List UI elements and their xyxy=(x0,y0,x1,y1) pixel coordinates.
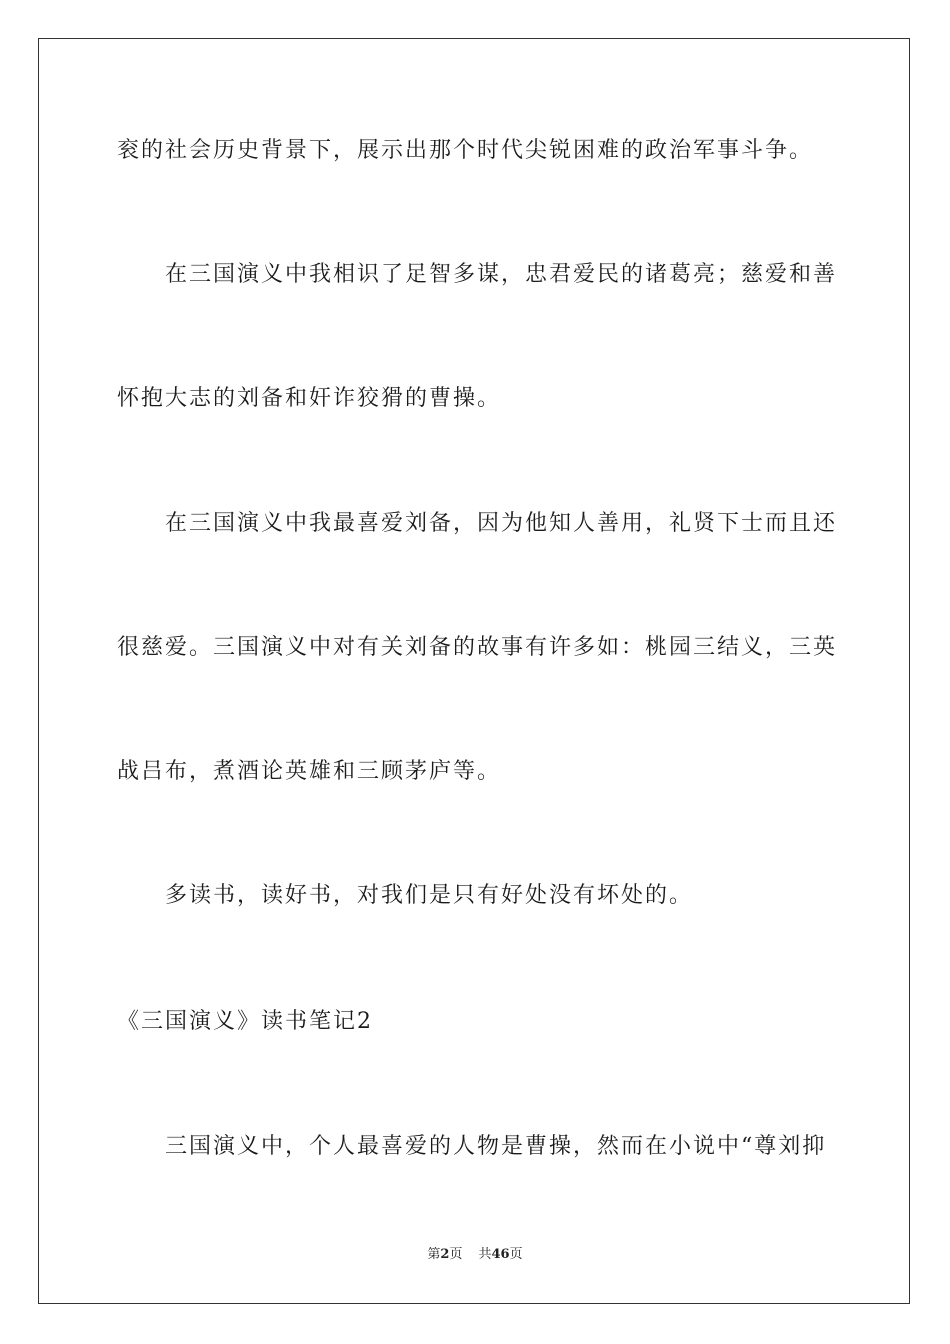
paragraph-line-2: 在三国演义中我相识了足智多谋，忠君爱民的诸葛亮；慈爱和善 xyxy=(165,262,838,287)
paragraph-line-1: 衮的社会历史背景下，展示出那个时代尖锐困难的政治军事斗争。 xyxy=(117,138,814,163)
total-label-prefix: 共 xyxy=(478,1247,492,1262)
paragraph-line-3: 怀抱大志的刘备和奸诈狡猾的曹操。 xyxy=(117,386,502,411)
page-number: 2 xyxy=(440,1247,450,1262)
total-pages: 46 xyxy=(491,1247,510,1262)
paragraph-line-7: 多读书，读好书，对我们是只有好处没有坏处的。 xyxy=(165,883,694,908)
paragraph-line-4: 在三国演义中我最喜爱刘备，因为他知人善用，礼贤下士而且还 xyxy=(165,511,838,536)
paragraph-line-6: 战吕布，煮酒论英雄和三顾茅庐等。 xyxy=(117,759,502,784)
paragraph-line-5: 很慈爱。三国演义中对有关刘备的故事有许多如：桃园三结义，三英 xyxy=(117,635,838,660)
total-label-suffix: 页 xyxy=(509,1247,523,1262)
page-label-prefix: 第 xyxy=(427,1247,441,1262)
paragraph-line-9: 三国演义中，个人最喜爱的人物是曹操，然而在小说中“尊刘抑 xyxy=(165,1134,827,1159)
page-label-suffix: 页 xyxy=(449,1247,463,1262)
page-footer xyxy=(0,1246,950,1264)
section-heading: 《三国演义》读书笔记2 xyxy=(117,1009,373,1034)
page-border xyxy=(38,38,910,1304)
